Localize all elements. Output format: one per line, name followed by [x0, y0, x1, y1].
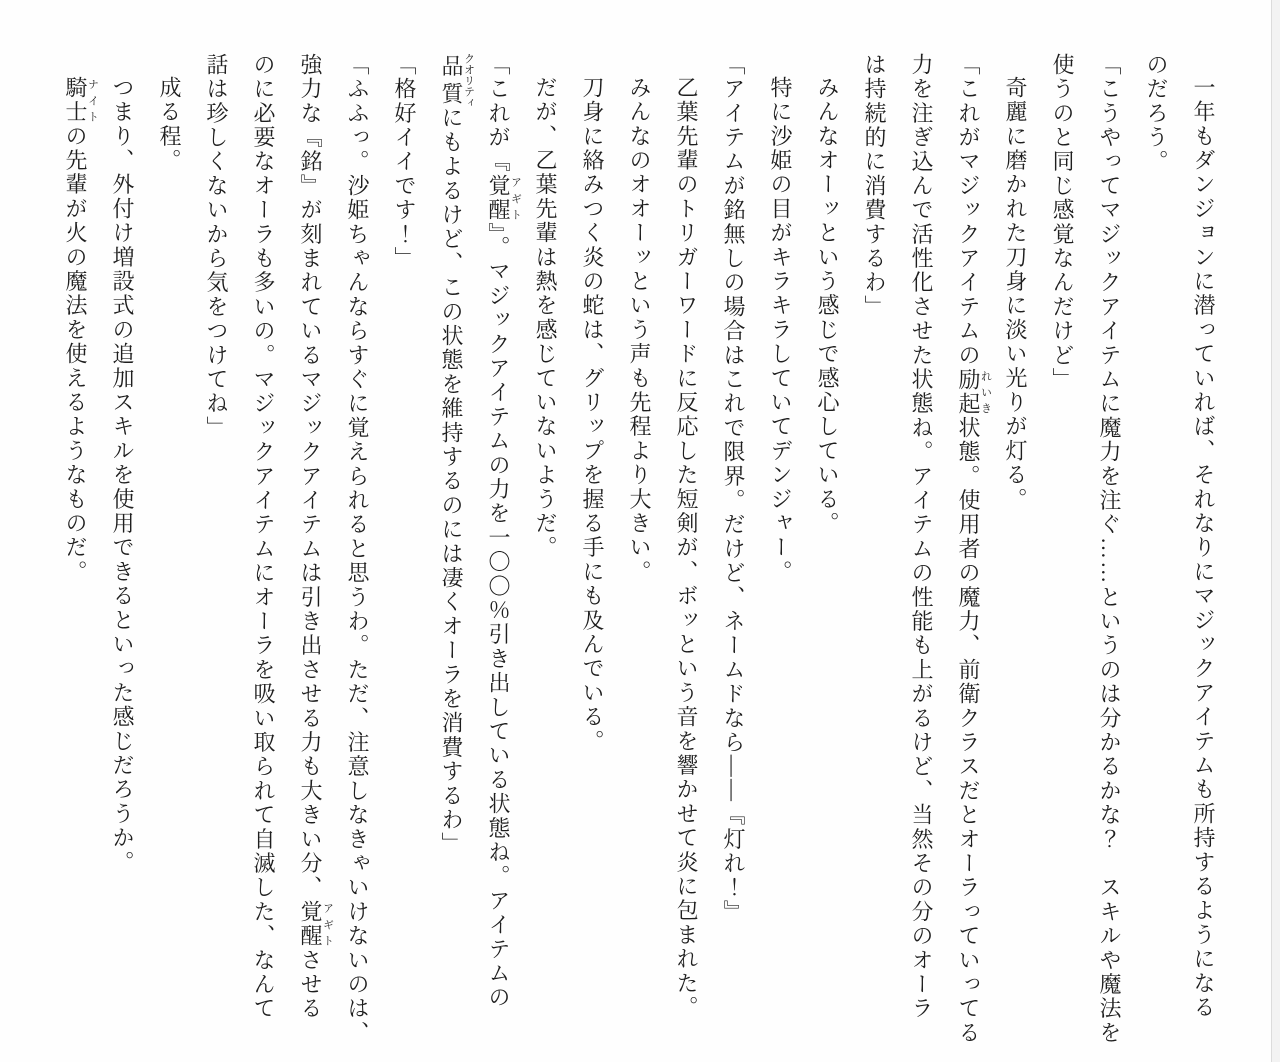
text-line: 奇麗に磨かれた刀身に淡い光りが灯る。: [1003, 76, 1028, 512]
text-line: 使うのと同じ感覚なんだけど」: [1050, 53, 1075, 392]
text-line: 力を注ぎ込んで活性化させた状態ね。アイテムの性能も上がるけど、当然その分のオーラ: [909, 53, 934, 1021]
text-line: 「格好イイです！」: [392, 53, 417, 271]
text-line: みんなのオオーッという声も先程より大きい。: [627, 76, 652, 585]
text-line: は持続的に消費するわ」: [862, 53, 887, 320]
text-line: 特に沙姫の目がキラキラしていてデンジャー。: [768, 76, 793, 585]
text-line: のに必要なオーラも多いの。マジックアイテムにオーラを吸い取られて自滅した、なんて: [251, 53, 276, 1021]
ruby-annotated-word: 騎士ナイト: [63, 76, 99, 125]
text-line: 騎士ナイトの先輩が火の魔法を使えるようなものだ。: [63, 76, 99, 585]
text-line: 乙葉先輩のトリガーワードに反応した短剣が、ボッという音を響かせて炎に包まれた。: [674, 76, 699, 1020]
text-line: 刀身に絡みつく炎の蛇は、グリップを握る手にも及んでいる。: [580, 76, 605, 754]
text-line: 「ふふっ。沙姫ちゃんならすぐに覚えられると思うわ。ただ、注意しなきゃいけないのは、: [345, 53, 370, 1046]
text-line: 成る程。: [157, 76, 182, 173]
ruby-annotated-word: 覚醒アギト: [486, 174, 522, 223]
text-line: みんなオーッという感じで感心している。: [815, 76, 840, 536]
ruby-annotated-word: 品質クオリティ: [439, 53, 475, 108]
text-line: 強力な『銘』が刻まれているマジックアイテムは引き出させる力も大きい分、覚醒アギトさせる: [298, 53, 334, 1022]
ruby-annotated-word: 励起れいき: [956, 367, 992, 417]
text-line: 「これがマジックアイテムの励起れいき状態。使用者の魔力、前衛クラスだとオーラっていってる: [956, 53, 992, 1046]
text-line: 話は珍しくないから気をつけてね」: [204, 53, 229, 441]
text-line: つまり、外付け増設式の追加スキルを使用できるといった感じだろうか。: [110, 76, 135, 875]
text-line: 「こうやってマジックアイテムに魔力を注ぐ……というのは分かるかな？ スキルや魔法を: [1097, 53, 1122, 1046]
text-line: 「アイテムが銘無しの場合はこれで限界。だけど、ネームドなら――『灯れ！』: [721, 53, 746, 925]
text-line: のだろう。: [1144, 53, 1169, 174]
text-line: 品質クオリティにもよるけど、この状態を維持するのには凄くオーラを消費するわ」: [439, 53, 475, 857]
text-line: 一年もダンジョンに潜っていれば、それなりにマジックアイテムも所持するようになる: [1191, 76, 1216, 1020]
ruby-annotated-word: 覚醒アギト: [298, 900, 334, 949]
text-line: だが、乙葉先輩は熱を感じていないようだ。: [533, 76, 558, 561]
text-line: 「これが『覚醒アギト』。マジックアイテムの力を一〇〇％引き出している状態ね。アイテムの: [486, 53, 522, 1011]
